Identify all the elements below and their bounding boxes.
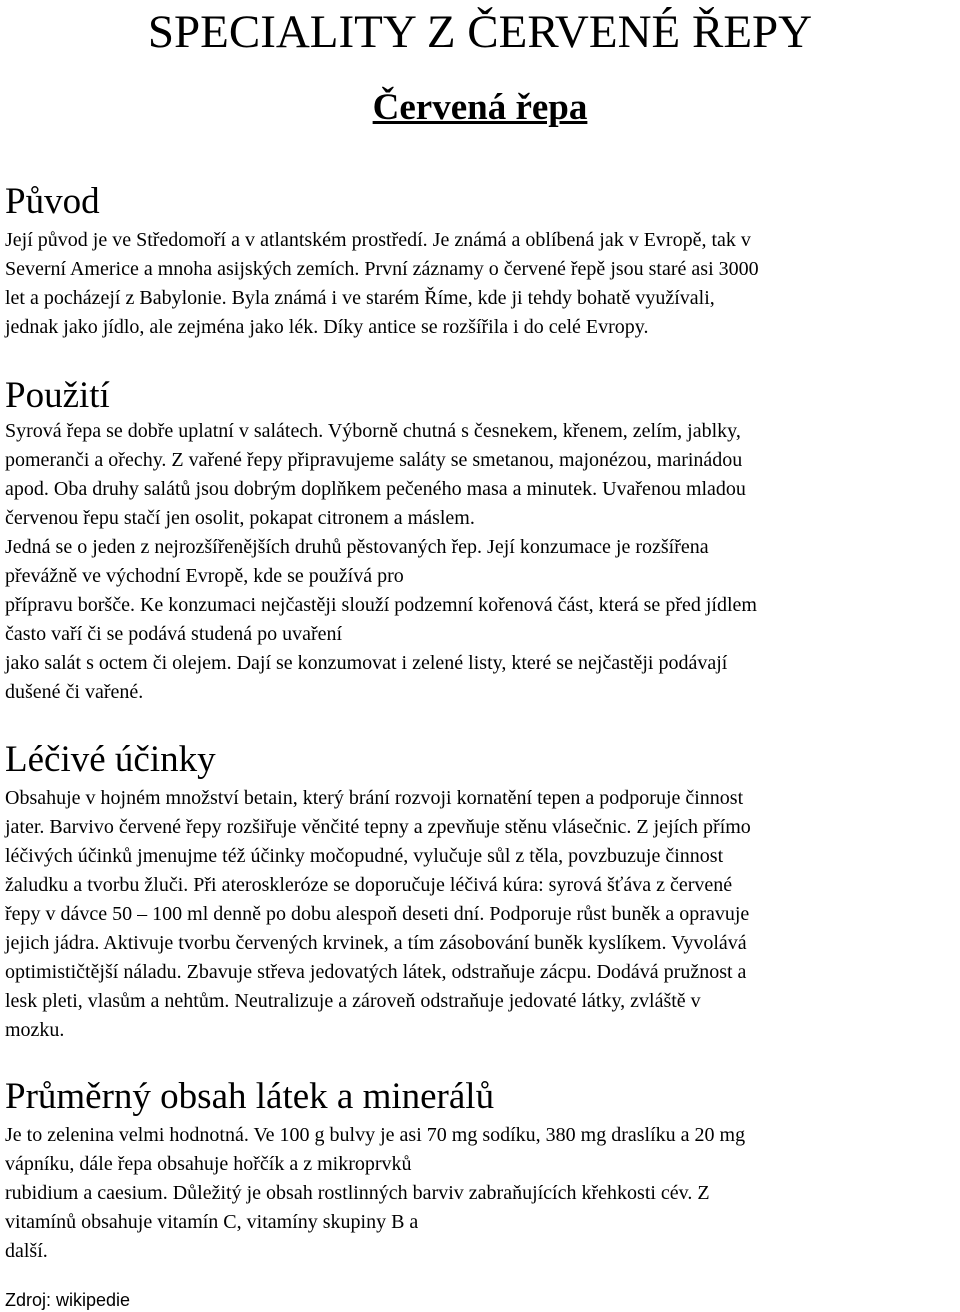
paragraph-line: Její původ je ve Středomoří a v atlantském prostředí. Je známá a oblíbená jak v Evropě, tak v bbox=[5, 229, 751, 251]
section-heading-pouziti: Použití bbox=[5, 375, 110, 416]
paragraph-line: řepy v dávce 50 – 100 ml denně po dobu alespoň deseti dní. Podporuje růst buněk a opravuje bbox=[5, 903, 750, 925]
document-subtitle: Červená řepa bbox=[372, 87, 588, 128]
paragraph-line: jater. Barvivo červené řepy rozšiřuje věnčité tepny a zpevňuje stěnu vlásečnic. Z jejích přímo bbox=[5, 816, 751, 838]
section-body-pouziti bbox=[5, 417, 955, 707]
source-note: Zdroj: wikipedie bbox=[5, 1290, 131, 1310]
section-heading-puvod: Původ bbox=[5, 181, 100, 222]
paragraph-line: často vaří či se podává studená po uvaření bbox=[5, 623, 343, 645]
paragraph-line: apod. Oba druhy salátů jsou dobrým doplňkem pečeného masa a minutek. Uvařenou mladou bbox=[5, 478, 746, 500]
paragraph-line: Je to zelenina velmi hodnotná. Ve 100 g bulvy je asi 70 mg sodíku, 380 mg draslíku a 20 mg bbox=[5, 1124, 746, 1146]
paragraph-line: jejich jádra. Aktivuje tvorbu červených krvinek, a tím zásobování buněk kyslíkem. Vyvolává bbox=[5, 932, 747, 954]
section-body-puvod bbox=[5, 226, 955, 342]
paragraph-line: červenou řepu stačí jen osolit, pokapat citronem a máslem. bbox=[5, 507, 475, 529]
paragraph-line: žaludku a tvorbu žluči. Při ateroskleróze se doporučuje léčivá kúra: syrová šťáva z červené bbox=[5, 874, 733, 896]
paragraph-line: přípravu boršče. Ke konzumaci nejčastěji slouží podzemní kořenová část, která se před jídlem bbox=[5, 594, 757, 616]
paragraph-line: let a pocházejí z Babylonie. Byla známá i ve starém Říme, kde ji tehdy bohatě využívali, bbox=[5, 287, 715, 309]
section-body-obsah-latek bbox=[5, 1121, 955, 1266]
document-title: SPECIALITY Z ČERVENÉ ŘEPY bbox=[147, 6, 813, 58]
paragraph-line: mozku. bbox=[5, 1019, 65, 1041]
paragraph-line: převážně ve východní Evropě, kde se používá pro bbox=[5, 565, 404, 587]
paragraph-line: Syrová řepa se dobře uplatní v salátech. Výborně chutná s česnekem, křenem, zelím, jablky, bbox=[5, 420, 741, 442]
paragraph-line: optimističtější náladu. Zbavuje střeva jedovatých látek, odstraňuje zácpu. Dodává pružnost a bbox=[5, 961, 747, 983]
paragraph-line: vitamínů obsahuje vitamín C, vitamíny skupiny B a bbox=[5, 1211, 419, 1233]
section-heading-lecive-ucinky: Léčivé účinky bbox=[5, 739, 216, 780]
paragraph-line: rubidium a caesium. Důležitý je obsah rostlinných barviv zabraňujících křehkosti cév. Z bbox=[5, 1182, 710, 1204]
paragraph-line: dušené či vařené. bbox=[5, 681, 144, 703]
paragraph-line: vápníku, dále řepa obsahuje hořčík a z mikroprvků bbox=[5, 1153, 412, 1175]
section-heading-obsah-latek: Průměrný obsah látek a minerálů bbox=[5, 1076, 495, 1117]
paragraph-line: pomeranči a ořechy. Z vařené řepy připravujeme saláty se smetanou, majonézou, marinádou bbox=[5, 449, 743, 471]
paragraph-line: Obsahuje v hojném množství betain, který brání rozvoji kornatění tepen a podporuje činnost bbox=[5, 787, 744, 809]
paragraph-line: Severní Americe a mnoha asijských zemích. První záznamy o červené řepě jsou staré asi 3000 bbox=[5, 258, 759, 280]
paragraph-line: další. bbox=[5, 1240, 48, 1262]
paragraph-line: jako salát s octem či olejem. Dají se konzumovat i zelené listy, které se nejčastěji podávají bbox=[5, 652, 728, 674]
paragraph-line: léčivých účinků jmenujme též účinky močopudné, vylučuje sůl z těla, povzbuzuje činnost bbox=[5, 845, 724, 867]
paragraph-line: Jedná se o jeden z nejrozšířenějších druhů pěstovaných řep. Její konzumace je rozšířena bbox=[5, 536, 709, 558]
section-body-lecive-ucinky bbox=[5, 784, 955, 1045]
paragraph-line: jednak jako jídlo, ale zejména jako lék. Díky antice se rozšířila i do celé Evropy. bbox=[5, 316, 649, 338]
paragraph-line: lesk pleti, vlasům a nehtům. Neutralizuje a zároveň odstraňuje jedovaté látky, zvláště v bbox=[5, 990, 701, 1012]
